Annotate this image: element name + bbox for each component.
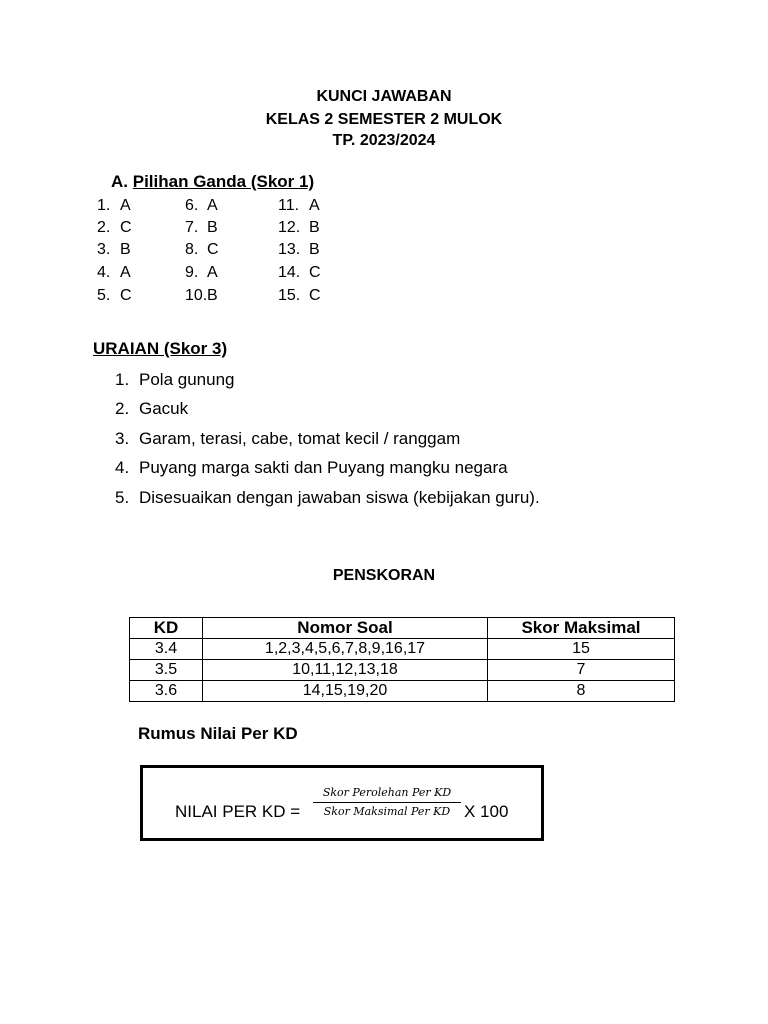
section-a-heading [111, 172, 314, 192]
table-cell-nomor-soal: 1,2,3,4,5,6,7,8,9,16,17 [203, 639, 488, 660]
mc-question-number: 10. [185, 287, 208, 304]
list-item-number: 3. [115, 429, 130, 448]
list-item-text: Puyang marga sakti dan Puyang mangku negara [139, 458, 508, 477]
mc-question-number: 12. [278, 219, 301, 236]
formula-denominator: Skor Maksimal Per KD [323, 805, 451, 818]
mc-question-number: 2. [97, 219, 111, 236]
mc-question-number: 7. [185, 219, 199, 236]
penskoran-table [129, 617, 675, 702]
mc-row [0, 195, 768, 217]
formula-numerator: Skor Perolehan Per KD [313, 786, 461, 803]
table-row [130, 639, 675, 660]
list-item [115, 457, 508, 479]
list-item-text: Gacuk [139, 399, 189, 418]
mc-question-number: 11. [278, 197, 300, 214]
mc-answer: C [207, 241, 219, 258]
table-row [130, 660, 675, 681]
mc-question-number: 5. [97, 287, 111, 304]
mc-answer: A [120, 197, 131, 214]
uraian-heading: URAIAN (Skor 3) [93, 339, 228, 358]
table-cell-kd: 3.5 [130, 660, 203, 681]
list-item [115, 487, 540, 509]
list-item-text: Disesuaikan dengan jawaban siswa (kebijakan guru). [139, 488, 540, 507]
mc-answer: A [207, 264, 218, 281]
mc-question-number: 9. [185, 264, 199, 281]
formula-fraction [313, 786, 461, 819]
mc-question-number: 13. [278, 241, 301, 258]
mc-answer: A [207, 197, 218, 214]
list-item-text: Pola gunung [139, 370, 235, 389]
mc-row [0, 239, 768, 261]
list-item-number: 5. [115, 488, 130, 507]
mc-question-number: 1. [97, 197, 111, 214]
doc-title: KUNCI JAWABAN [316, 88, 452, 105]
table-cell-kd: 3.4 [130, 639, 203, 660]
mc-row [0, 262, 768, 284]
mc-question-number: 15. [278, 287, 301, 304]
mc-row [0, 217, 768, 239]
col-header-kd: KD [130, 618, 203, 639]
mc-answer: B [207, 287, 218, 304]
section-a-title: Pilihan Ganda (Skor 1) [132, 172, 315, 191]
list-item-number: 4. [115, 458, 130, 477]
mc-question-number: 6. [185, 197, 199, 214]
table-cell-kd: 3.6 [130, 681, 203, 702]
table-cell-skor: 15 [488, 639, 675, 660]
list-item [115, 398, 188, 420]
table-cell-nomor-soal: 10,11,12,13,18 [203, 660, 488, 681]
mc-question-number: 4. [97, 264, 111, 281]
rumus-heading: Rumus Nilai Per KD [138, 724, 298, 743]
mc-question-number: 3. [97, 241, 111, 258]
list-item-number: 2. [115, 399, 130, 418]
col-header-nomor-soal: Nomor Soal [203, 618, 488, 639]
list-item [115, 428, 460, 450]
mc-answer: C [120, 287, 132, 304]
mc-answer: A [309, 197, 320, 214]
list-item [115, 369, 234, 391]
formula-multiplier: X 100 [464, 802, 509, 821]
mc-question-number: 14. [278, 264, 301, 281]
doc-subtitle-year: TP. 2023/2024 [332, 132, 436, 149]
mc-answer: B [207, 219, 218, 236]
list-item-number: 1. [115, 370, 130, 389]
col-header-skor-maksimal: Skor Maksimal [488, 618, 675, 639]
mc-answer: C [120, 219, 132, 236]
penskoran-heading: PENSKORAN [332, 567, 436, 584]
table-cell-skor: 8 [488, 681, 675, 702]
formula-left-text: NILAI PER KD = [175, 802, 301, 821]
doc-subtitle-class: KELAS 2 SEMESTER 2 MULOK [265, 111, 503, 128]
table-row [130, 681, 675, 702]
table-cell-nomor-soal: 14,15,19,20 [203, 681, 488, 702]
mc-answer: B [309, 219, 320, 236]
table-header-row [130, 618, 675, 639]
mc-answer: C [309, 264, 321, 281]
list-item-text: Garam, terasi, cabe, tomat kecil / ranggam [139, 429, 461, 448]
mc-answer: B [309, 241, 320, 258]
mc-row [0, 285, 768, 307]
table-cell-skor: 7 [488, 660, 675, 681]
section-a-prefix: A. [111, 172, 128, 191]
mc-question-number: 8. [185, 241, 199, 258]
mc-answer: C [309, 287, 321, 304]
formula-box [140, 765, 544, 841]
mc-answer: A [120, 264, 131, 281]
mc-answer: B [120, 241, 131, 258]
